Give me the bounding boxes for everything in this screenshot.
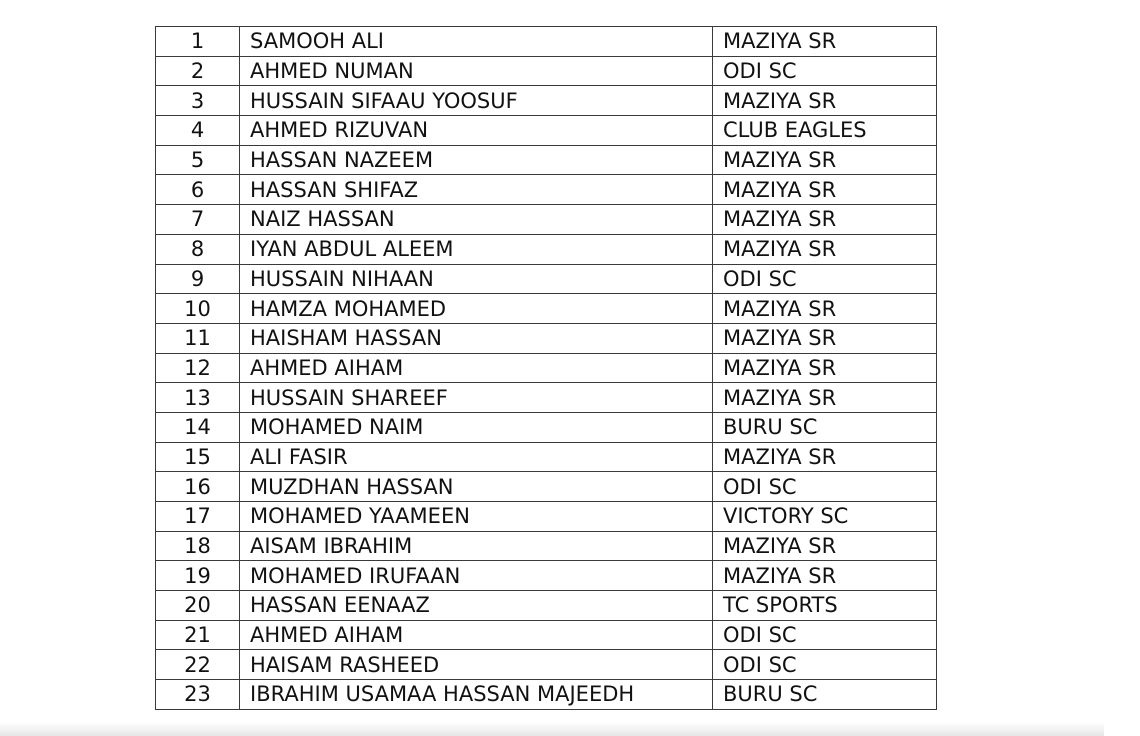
player-name-cell: MUZDHAN HASSAN xyxy=(240,472,713,502)
club-name-cell: TC SPORTS xyxy=(713,591,937,621)
player-name-cell: HAISHAM HASSAN xyxy=(240,323,713,353)
table-row xyxy=(156,27,937,57)
row-number-cell: 2 xyxy=(156,56,240,86)
club-name-cell: ODI SC xyxy=(713,472,937,502)
row-number-cell: 11 xyxy=(156,323,240,353)
club-name-cell: MAZIYA SR xyxy=(713,353,937,383)
table-row xyxy=(156,472,937,502)
row-number-cell: 9 xyxy=(156,264,240,294)
club-name-cell: MAZIYA SR xyxy=(713,561,937,591)
row-number-cell: 3 xyxy=(156,86,240,116)
table-row xyxy=(156,680,937,710)
club-name-cell: ODI SC xyxy=(713,264,937,294)
player-name-cell: HASSAN NAZEEM xyxy=(240,145,713,175)
club-name-cell: MAZIYA SR xyxy=(713,294,937,324)
table-row xyxy=(156,264,937,294)
row-number-cell: 8 xyxy=(156,234,240,264)
row-number-cell: 18 xyxy=(156,531,240,561)
player-name-cell: HASSAN EENAAZ xyxy=(240,591,713,621)
table-row xyxy=(156,205,937,235)
table-row xyxy=(156,116,937,146)
club-name-cell: VICTORY SC xyxy=(713,502,937,532)
row-number-cell: 10 xyxy=(156,294,240,324)
table-row xyxy=(156,650,937,680)
club-name-cell: MAZIYA SR xyxy=(713,27,937,57)
table-row xyxy=(156,56,937,86)
row-number-cell: 12 xyxy=(156,353,240,383)
row-number-cell: 17 xyxy=(156,502,240,532)
club-name-cell: MAZIYA SR xyxy=(713,323,937,353)
table-row xyxy=(156,502,937,532)
row-number-cell: 20 xyxy=(156,591,240,621)
club-name-cell: MAZIYA SR xyxy=(713,86,937,116)
player-name-cell: HUSSAIN NIHAAN xyxy=(240,264,713,294)
table-row xyxy=(156,175,937,205)
player-name-cell: AHMED RIZUVAN xyxy=(240,116,713,146)
table-row xyxy=(156,86,937,116)
row-number-cell: 19 xyxy=(156,561,240,591)
row-number-cell: 1 xyxy=(156,27,240,57)
table-row xyxy=(156,353,937,383)
player-name-cell: SAMOOH ALI xyxy=(240,27,713,57)
club-name-cell: CLUB EAGLES xyxy=(713,116,937,146)
player-name-cell: HAISAM RASHEED xyxy=(240,650,713,680)
club-name-cell: MAZIYA SR xyxy=(713,205,937,235)
table-row xyxy=(156,145,937,175)
club-name-cell: BURU SC xyxy=(713,680,937,710)
player-name-cell: NAIZ HASSAN xyxy=(240,205,713,235)
club-name-cell: ODI SC xyxy=(713,620,937,650)
row-number-cell: 7 xyxy=(156,205,240,235)
player-name-cell: IBRAHIM USAMAA HASSAN MAJEEDH xyxy=(240,680,713,710)
row-number-cell: 5 xyxy=(156,145,240,175)
player-name-cell: MOHAMED IRUFAAN xyxy=(240,561,713,591)
club-name-cell: ODI SC xyxy=(713,56,937,86)
table-row xyxy=(156,591,937,621)
player-name-cell: AHMED NUMAN xyxy=(240,56,713,86)
player-roster-table xyxy=(155,26,937,710)
player-name-cell: IYAN ABDUL ALEEM xyxy=(240,234,713,264)
club-name-cell: ODI SC xyxy=(713,650,937,680)
page-bottom-shadow xyxy=(0,722,1104,736)
club-name-cell: MAZIYA SR xyxy=(713,234,937,264)
table-row xyxy=(156,531,937,561)
player-name-cell: AHMED AIHAM xyxy=(240,620,713,650)
player-name-cell: HASSAN SHIFAZ xyxy=(240,175,713,205)
row-number-cell: 16 xyxy=(156,472,240,502)
row-number-cell: 23 xyxy=(156,680,240,710)
player-name-cell: AISAM IBRAHIM xyxy=(240,531,713,561)
club-name-cell: MAZIYA SR xyxy=(713,383,937,413)
roster-table-body xyxy=(156,27,937,710)
club-name-cell: MAZIYA SR xyxy=(713,175,937,205)
club-name-cell: MAZIYA SR xyxy=(713,145,937,175)
table-row xyxy=(156,620,937,650)
row-number-cell: 14 xyxy=(156,412,240,442)
row-number-cell: 6 xyxy=(156,175,240,205)
player-name-cell: HUSSAIN SHAREEF xyxy=(240,383,713,413)
table-row xyxy=(156,561,937,591)
club-name-cell: MAZIYA SR xyxy=(713,442,937,472)
row-number-cell: 15 xyxy=(156,442,240,472)
player-name-cell: MOHAMED YAAMEEN xyxy=(240,502,713,532)
table-row xyxy=(156,234,937,264)
player-name-cell: HAMZA MOHAMED xyxy=(240,294,713,324)
row-number-cell: 21 xyxy=(156,620,240,650)
player-name-cell: ALI FASIR xyxy=(240,442,713,472)
player-name-cell: HUSSAIN SIFAAU YOOSUF xyxy=(240,86,713,116)
club-name-cell: BURU SC xyxy=(713,412,937,442)
table-row xyxy=(156,294,937,324)
row-number-cell: 13 xyxy=(156,383,240,413)
table-row xyxy=(156,323,937,353)
row-number-cell: 4 xyxy=(156,116,240,146)
table-row xyxy=(156,442,937,472)
club-name-cell: MAZIYA SR xyxy=(713,531,937,561)
table-row xyxy=(156,412,937,442)
player-name-cell: AHMED AIHAM xyxy=(240,353,713,383)
row-number-cell: 22 xyxy=(156,650,240,680)
table-row xyxy=(156,383,937,413)
player-name-cell: MOHAMED NAIM xyxy=(240,412,713,442)
